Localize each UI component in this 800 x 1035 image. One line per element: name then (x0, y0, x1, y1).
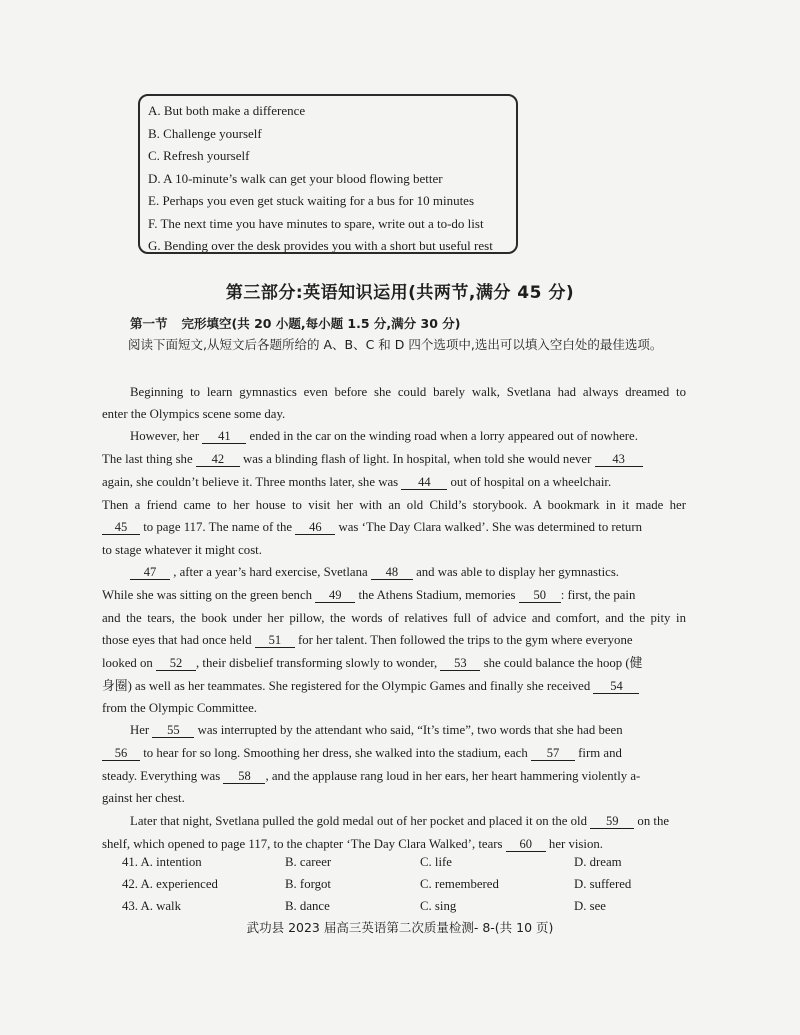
passage-line: While she was sitting on the green bench 49 the Athens Stadium, memories 50 : first, the pain (102, 588, 636, 602)
passage-line: 56 to hear for so long. Smoothing her dress, she walked into the stadium, each 57 firm and (102, 745, 622, 761)
blank-42: 42 (196, 452, 240, 467)
blank-54: 54 (593, 679, 639, 694)
passage-line: Then a friend came to her house to visit her with an old Child’s storybook. A bookmark in it made her (102, 498, 686, 512)
blank-41: 41 (202, 429, 246, 444)
option-c: C. Refresh yourself (148, 148, 250, 163)
choice-b: B. forgot (285, 877, 331, 891)
choice-d: D. dream (574, 855, 622, 869)
option-f: F. The next time you have minutes to spare, write out a to-do list (148, 215, 484, 231)
passage-line: Beginning to learn gymnastics even before she could barely walk, Svetlana had always dreamed to (130, 385, 686, 399)
subsection-heading (130, 314, 474, 332)
passage-line: shelf, which opened to page 117, to the chapter ‘The Day Clara Walked’, tears 60 her vision. (102, 837, 603, 851)
blank-49: 49 (315, 588, 355, 603)
passage-line: 47 , after a year’s hard exercise, Svetlana 48 and was able to display her gymnastics. (130, 564, 619, 580)
choice-c: C. remembered (420, 877, 499, 891)
passage-line: Later that night, Svetlana pulled the gold medal out of her pocket and placed it on the old 59 on the (130, 814, 670, 828)
blank-60: 60 (506, 837, 546, 852)
passage-line: to stage whatever it might cost. (102, 543, 262, 557)
blank-55: 55 (152, 723, 194, 738)
passage-line: The last thing she 42 was a blinding flash of light. In hospital, when told she would never 43 (102, 451, 643, 467)
page-footer: 武功县 2023 届高三英语第二次质量检测- 8-(共 10 页) (246, 920, 554, 935)
passage-line: steady. Everything was 58 , and the applause rang loud in her ears, her heart hammering violently a- (102, 769, 641, 783)
choice-a: 41. A. intention (122, 855, 202, 869)
option-a: A. But both make a difference (148, 103, 306, 118)
passage-line: from the Olympic Committee. (102, 701, 257, 715)
passage-line: However, her 41 ended in the car on the winding road when a lorry appeared out of nowhere. (130, 429, 638, 443)
instructions: 阅读下面短文,从短文后各题所给的 A、B、C 和 D 四个选项中,选出可以填入空白处的最佳选项。 (128, 337, 663, 352)
blank-48: 48 (371, 565, 413, 580)
blank-57: 57 (531, 746, 575, 761)
options-box (138, 94, 518, 254)
passage-line: again, she couldn’t believe it. Three months later, she was 44 out of hospital on a wheelchair. (102, 475, 612, 489)
option-b: B. Challenge yourself (148, 125, 262, 141)
blank-52: 52 (156, 656, 196, 671)
blank-46: 46 (295, 520, 335, 535)
passage-line: those eyes that had once held 51 for her talent. Then followed the trips to the gym where everyone (102, 633, 633, 647)
passage-line: 45 to page 117. The name of the 46 was ‘The Day Clara walked’. She was determined to return (102, 519, 642, 535)
subsection-label: 第一节 (130, 316, 168, 331)
passage-line: 身圈) as well as her teammates. She registered for the Olympic Games and finally she received 54 (102, 678, 639, 694)
choice-a: 43. A. walk (122, 899, 182, 913)
choice-a: 42. A. experienced (122, 877, 218, 891)
section-title: 第三部分:英语知识运用(共两节,满分 45 分) (225, 283, 575, 303)
question-row (122, 899, 642, 917)
choice-c: C. sing (420, 899, 457, 913)
choice-b: B. dance (285, 899, 330, 913)
passage-line: gainst her chest. (102, 791, 185, 805)
question-row (122, 855, 642, 873)
passage-line: enter the Olympics scene some day. (102, 407, 286, 421)
question-row (122, 877, 642, 895)
blank-43: 43 (595, 452, 643, 467)
blank-58: 58 (223, 769, 265, 784)
blank-44: 44 (401, 475, 447, 490)
passage-line: and the tears, the book under her pillow, the words of relatives full of advice and comfort, and the pity in (102, 611, 686, 625)
blank-45: 45 (102, 520, 140, 535)
blank-50: 50 (519, 588, 561, 603)
passage-line: Her 55 was interrupted by the attendant who said, “It’s time”, two words that she had been (130, 723, 623, 737)
blank-59: 59 (590, 814, 634, 829)
blank-53: 53 (440, 656, 480, 671)
option-e: E. Perhaps you even get stuck waiting for a bus for 10 minutes (148, 193, 475, 208)
option-d: D. A 10-minute’s walk can get your blood flowing better (148, 170, 443, 186)
choice-d: D. see (574, 899, 606, 913)
passage-line: looked on 52 , their disbelief transforming slowly to wonder, 53 she could balance the hoop (健 (102, 656, 643, 670)
blank-51: 51 (255, 633, 295, 648)
choice-b: B. career (285, 855, 332, 869)
blank-56: 56 (102, 746, 140, 761)
subsection-title: 完形填空(共 20 小题,每小题 1.5 分,满分 30 分) (181, 316, 461, 331)
choice-c: C. life (420, 855, 452, 869)
blank-47: 47 (130, 565, 170, 580)
option-g: G. Bending over the desk provides you with a short but useful rest (148, 238, 493, 253)
choice-d: D. suffered (574, 877, 632, 891)
